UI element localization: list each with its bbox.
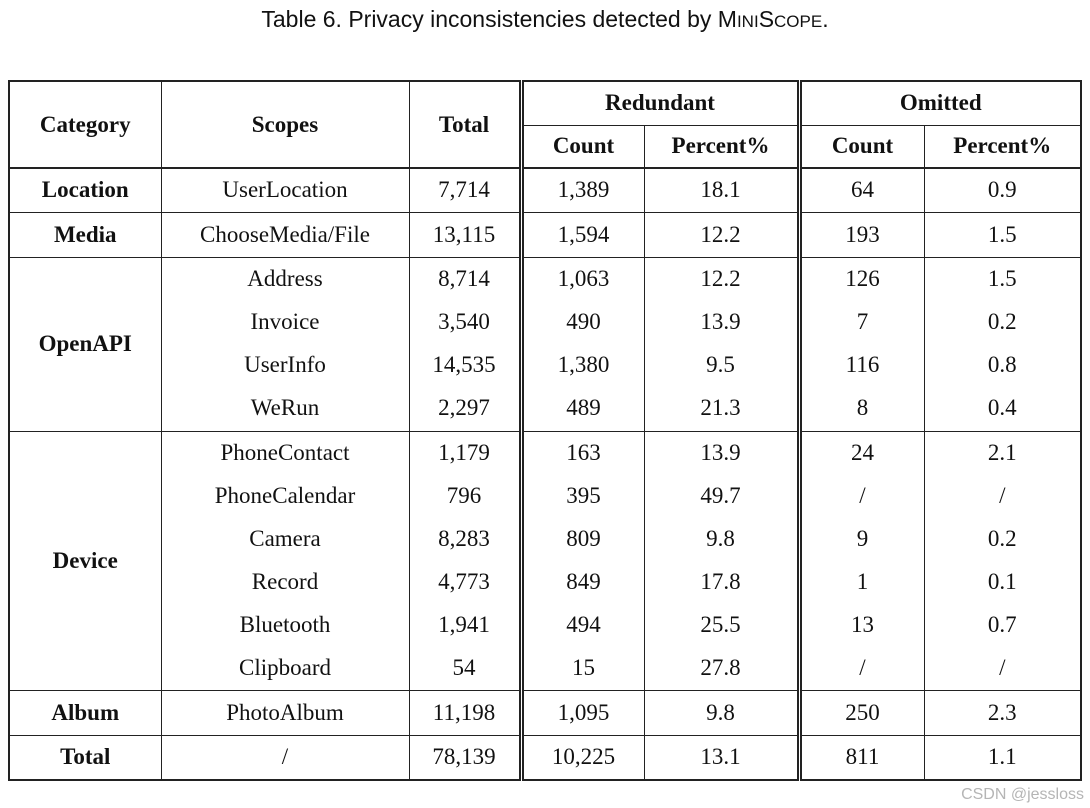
total-cell: 3,540 — [409, 300, 521, 343]
total-cell: 1,179 — [409, 431, 521, 474]
scope-cell: Record — [161, 560, 409, 603]
table-row — [9, 168, 1081, 212]
table-row — [9, 257, 1081, 300]
table-caption — [0, 6, 1090, 33]
header-redundant: Redundant — [521, 81, 799, 125]
scope-cell: UserInfo — [161, 343, 409, 386]
table-row — [9, 300, 1081, 343]
omitted-count-cell: 9 — [799, 517, 924, 560]
caption-tool-name-part: INI — [736, 12, 759, 31]
omitted-count-cell: 24 — [799, 431, 924, 474]
redundant-percent-cell: 9.8 — [644, 690, 799, 735]
omitted-count-cell: 193 — [799, 212, 924, 257]
omitted-count-cell: 126 — [799, 257, 924, 300]
total-cell: 13,115 — [409, 212, 521, 257]
scope-cell: UserLocation — [161, 168, 409, 212]
redundant-percent-cell: 12.2 — [644, 212, 799, 257]
table-row — [9, 690, 1081, 735]
redundant-count-cell: 1,594 — [521, 212, 644, 257]
total-cell: 7,714 — [409, 168, 521, 212]
omitted-percent-cell: 2.3 — [924, 690, 1081, 735]
table-row — [9, 474, 1081, 517]
omitted-percent-cell: 0.8 — [924, 343, 1081, 386]
redundant-count-cell: 10,225 — [521, 735, 644, 780]
header-category: Category — [9, 81, 161, 168]
redundant-count-cell: 809 — [521, 517, 644, 560]
total-cell: 14,535 — [409, 343, 521, 386]
redundant-percent-cell: 9.8 — [644, 517, 799, 560]
omitted-percent-cell: 0.1 — [924, 560, 1081, 603]
table-row — [9, 431, 1081, 474]
omitted-percent-cell: 0.9 — [924, 168, 1081, 212]
scope-cell: PhoneCalendar — [161, 474, 409, 517]
redundant-count-cell: 163 — [521, 431, 644, 474]
omitted-percent-cell: 0.2 — [924, 517, 1081, 560]
caption-tool-name-part: S — [758, 6, 775, 32]
redundant-percent-cell: 17.8 — [644, 560, 799, 603]
omitted-count-cell: / — [799, 474, 924, 517]
redundant-count-cell: 395 — [521, 474, 644, 517]
privacy-inconsistencies-table — [8, 80, 1082, 781]
omitted-percent-cell: 1.5 — [924, 212, 1081, 257]
omitted-count-cell: 13 — [799, 603, 924, 646]
redundant-count-cell: 489 — [521, 386, 644, 431]
category-cell: Album — [9, 690, 161, 735]
caption-tool-name-part: COPE — [774, 12, 823, 31]
caption-suffix: . — [822, 6, 829, 32]
table-header — [9, 81, 1081, 168]
redundant-percent-cell: 25.5 — [644, 603, 799, 646]
table-row — [9, 386, 1081, 431]
omitted-percent-cell: 0.7 — [924, 603, 1081, 646]
table-row — [9, 646, 1081, 690]
caption-prefix: Table 6. Privacy inconsistencies detected by — [261, 6, 718, 32]
scope-cell: PhoneContact — [161, 431, 409, 474]
omitted-count-cell: 8 — [799, 386, 924, 431]
omitted-count-cell: 116 — [799, 343, 924, 386]
header-redundant-percent: Percent% — [644, 125, 799, 168]
omitted-percent-cell: 2.1 — [924, 431, 1081, 474]
omitted-percent-cell: / — [924, 646, 1081, 690]
omitted-count-cell: 250 — [799, 690, 924, 735]
category-cell: Media — [9, 212, 161, 257]
omitted-count-cell: 811 — [799, 735, 924, 780]
header-omitted: Omitted — [799, 81, 1081, 125]
total-cell: 11,198 — [409, 690, 521, 735]
table-row-total — [9, 735, 1081, 780]
scope-cell: Bluetooth — [161, 603, 409, 646]
redundant-count-cell: 490 — [521, 300, 644, 343]
omitted-count-cell: 1 — [799, 560, 924, 603]
omitted-percent-cell: 0.2 — [924, 300, 1081, 343]
scope-cell: Clipboard — [161, 646, 409, 690]
header-scopes: Scopes — [161, 81, 409, 168]
total-cell: 796 — [409, 474, 521, 517]
table-row — [9, 517, 1081, 560]
redundant-percent-cell: 27.8 — [644, 646, 799, 690]
table-body — [9, 168, 1081, 780]
category-cell: OpenAPI — [9, 257, 161, 431]
scope-cell: Camera — [161, 517, 409, 560]
total-cell: 4,773 — [409, 560, 521, 603]
redundant-percent-cell: 12.2 — [644, 257, 799, 300]
scope-cell: Address — [161, 257, 409, 300]
header-total: Total — [409, 81, 521, 168]
redundant-percent-cell: 13.1 — [644, 735, 799, 780]
redundant-percent-cell: 13.9 — [644, 431, 799, 474]
omitted-percent-cell: 1.5 — [924, 257, 1081, 300]
omitted-count-cell: 7 — [799, 300, 924, 343]
omitted-percent-cell: 0.4 — [924, 386, 1081, 431]
table-row — [9, 560, 1081, 603]
watermark: CSDN @jessloss — [961, 786, 1084, 803]
category-cell: Location — [9, 168, 161, 212]
total-cell: 2,297 — [409, 386, 521, 431]
total-cell: 54 — [409, 646, 521, 690]
table-row — [9, 212, 1081, 257]
redundant-count-cell: 494 — [521, 603, 644, 646]
redundant-percent-cell: 9.5 — [644, 343, 799, 386]
category-cell: Device — [9, 431, 161, 690]
total-cell: 1,941 — [409, 603, 521, 646]
omitted-percent-cell: / — [924, 474, 1081, 517]
scope-cell: Invoice — [161, 300, 409, 343]
total-cell: 8,283 — [409, 517, 521, 560]
redundant-count-cell: 1,063 — [521, 257, 644, 300]
omitted-count-cell: / — [799, 646, 924, 690]
scope-cell: / — [161, 735, 409, 780]
redundant-count-cell: 849 — [521, 560, 644, 603]
scope-cell: PhotoAlbum — [161, 690, 409, 735]
total-cell: 78,139 — [409, 735, 521, 780]
category-cell: Total — [9, 735, 161, 780]
redundant-count-cell: 1,389 — [521, 168, 644, 212]
redundant-count-cell: 1,095 — [521, 690, 644, 735]
table-row — [9, 343, 1081, 386]
header-omitted-count: Count — [799, 125, 924, 168]
table-row — [9, 603, 1081, 646]
total-cell: 8,714 — [409, 257, 521, 300]
redundant-percent-cell: 21.3 — [644, 386, 799, 431]
caption-tool-name-part: M — [717, 6, 737, 32]
redundant-count-cell: 1,380 — [521, 343, 644, 386]
omitted-count-cell: 64 — [799, 168, 924, 212]
redundant-percent-cell: 49.7 — [644, 474, 799, 517]
scope-cell: ChooseMedia/File — [161, 212, 409, 257]
redundant-percent-cell: 13.9 — [644, 300, 799, 343]
scope-cell: WeRun — [161, 386, 409, 431]
header-redundant-count: Count — [521, 125, 644, 168]
omitted-percent-cell: 1.1 — [924, 735, 1081, 780]
header-omitted-percent: Percent% — [924, 125, 1081, 168]
redundant-count-cell: 15 — [521, 646, 644, 690]
redundant-percent-cell: 18.1 — [644, 168, 799, 212]
